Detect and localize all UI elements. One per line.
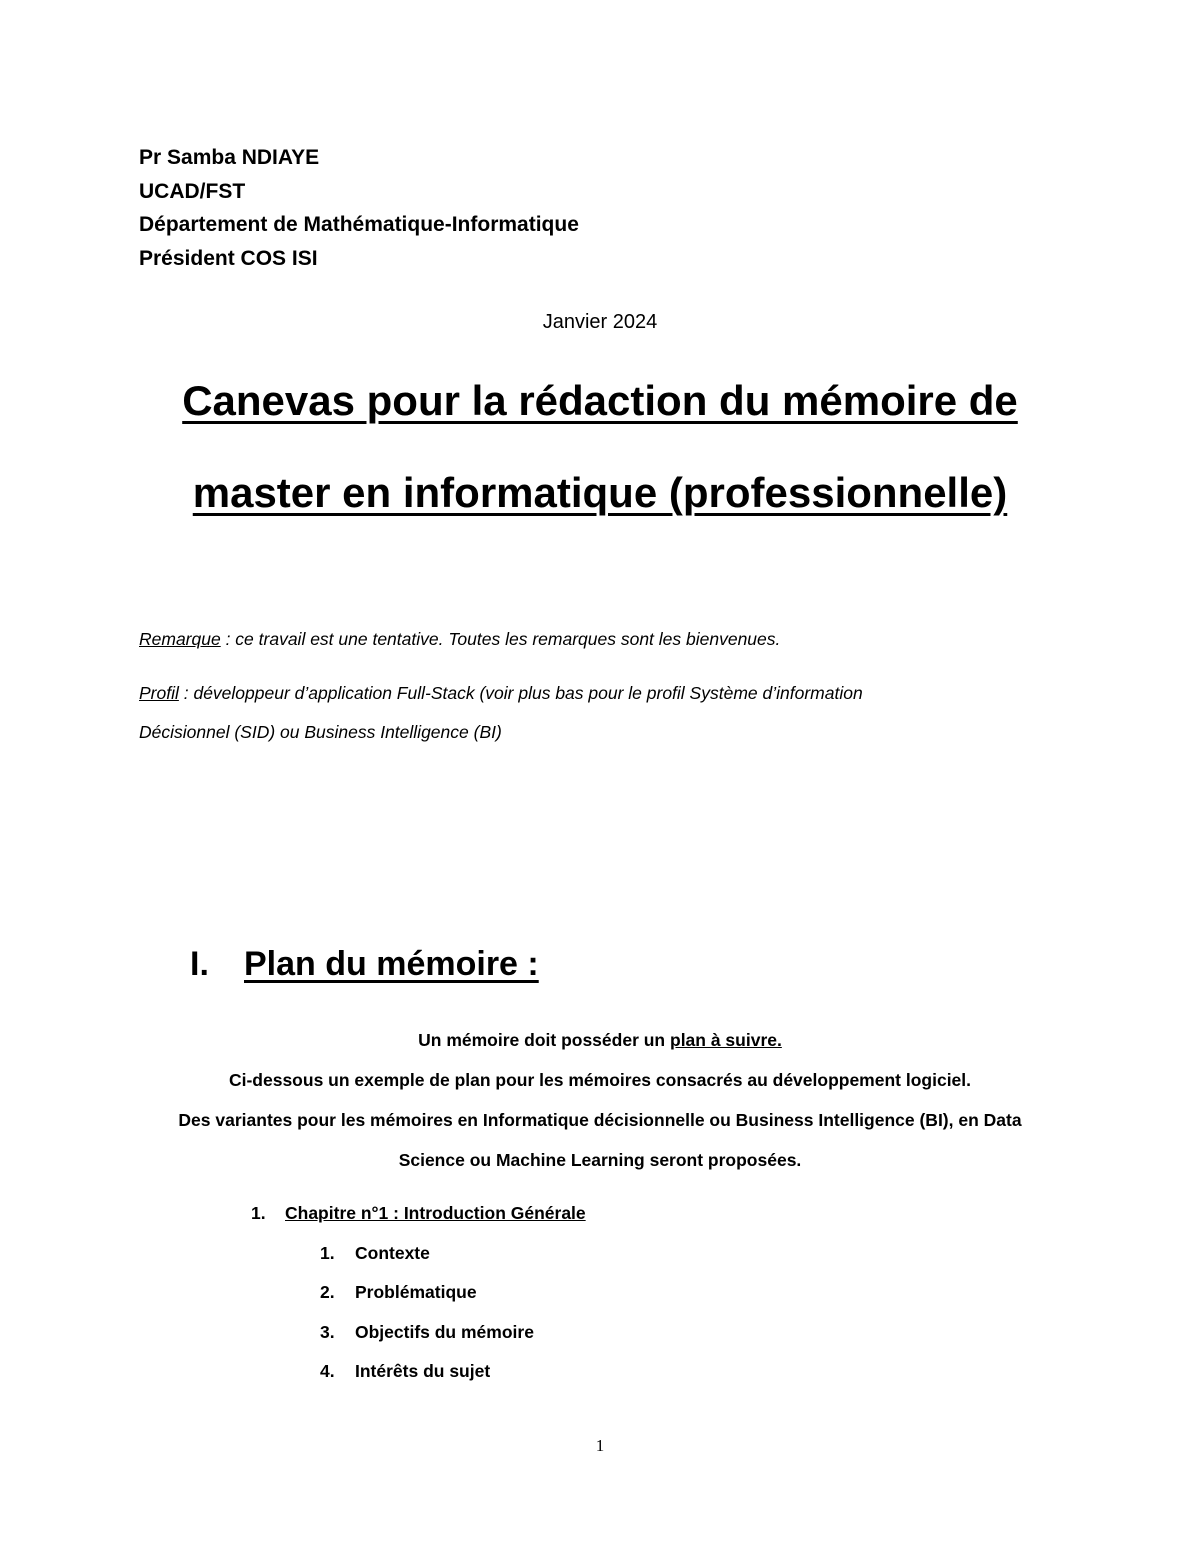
list-item-label: Intérêts du sujet — [355, 1361, 491, 1381]
profile-label: Profil — [139, 683, 179, 703]
profile-note — [139, 682, 863, 704]
list-item — [320, 1321, 534, 1343]
author-role: Président COS ISI — [139, 247, 318, 270]
profile-text-1: : développeur d’application Full-Stack (voir plus bas pour le profil Système d’information — [178, 683, 863, 703]
list-item-label: Objectifs du mémoire — [355, 1322, 534, 1342]
list-item-label: Problématique — [355, 1282, 477, 1302]
section-heading — [190, 942, 539, 986]
department: Département de Mathématique-Informatique — [139, 213, 579, 236]
list-item — [320, 1242, 430, 1264]
intro-line-3: Des variantes pour les mémoires en Informatique décisionnelle ou Business Intelligence (BI), en Data — [178, 1110, 1022, 1130]
chapter-number: 1. — [251, 1203, 266, 1223]
document-title-line-2: master en informatique (professionnelle) — [192, 469, 1008, 516]
institution: UCAD/FST — [139, 180, 246, 203]
list-item-number: 3. — [320, 1322, 335, 1342]
remark-label: Remarque — [139, 629, 221, 649]
page-number: 1 — [595, 1436, 605, 1455]
document-title-line-1: Canevas pour la rédaction du mémoire de — [182, 377, 1018, 424]
intro-line-1 — [0, 1029, 1200, 1051]
section-title: Plan du mémoire : — [244, 945, 539, 983]
profile-text-2: Décisionnel (SID) ou Business Intelligence (BI) — [139, 722, 502, 742]
section-number: I. — [190, 945, 209, 983]
intro-line-1-emphasis: plan à suivre. — [670, 1030, 782, 1050]
list-item-number: 2. — [320, 1282, 335, 1302]
document-date: Janvier 2024 — [542, 311, 658, 333]
intro-line-4: Science ou Machine Learning seront proposées. — [398, 1150, 802, 1170]
list-item — [320, 1360, 490, 1382]
intro-line-1-text: Un mémoire doit posséder un — [418, 1030, 670, 1050]
intro-line-2: Ci-dessous un exemple de plan pour les mémoires consacrés au développement logiciel. — [228, 1070, 972, 1090]
list-item-number: 1. — [320, 1243, 335, 1263]
list-item-label: Contexte — [355, 1243, 430, 1263]
remark-text: : ce travail est une tentative. Toutes les remarques sont les bienvenues. — [220, 629, 781, 649]
list-item-number: 4. — [320, 1361, 335, 1381]
remark-note — [139, 628, 780, 650]
author-name: Pr Samba NDIAYE — [139, 146, 320, 169]
list-item — [320, 1281, 477, 1303]
chapter-title: Chapitre n°1 : Introduction Générale — [285, 1203, 586, 1223]
chapter-heading — [251, 1202, 586, 1224]
